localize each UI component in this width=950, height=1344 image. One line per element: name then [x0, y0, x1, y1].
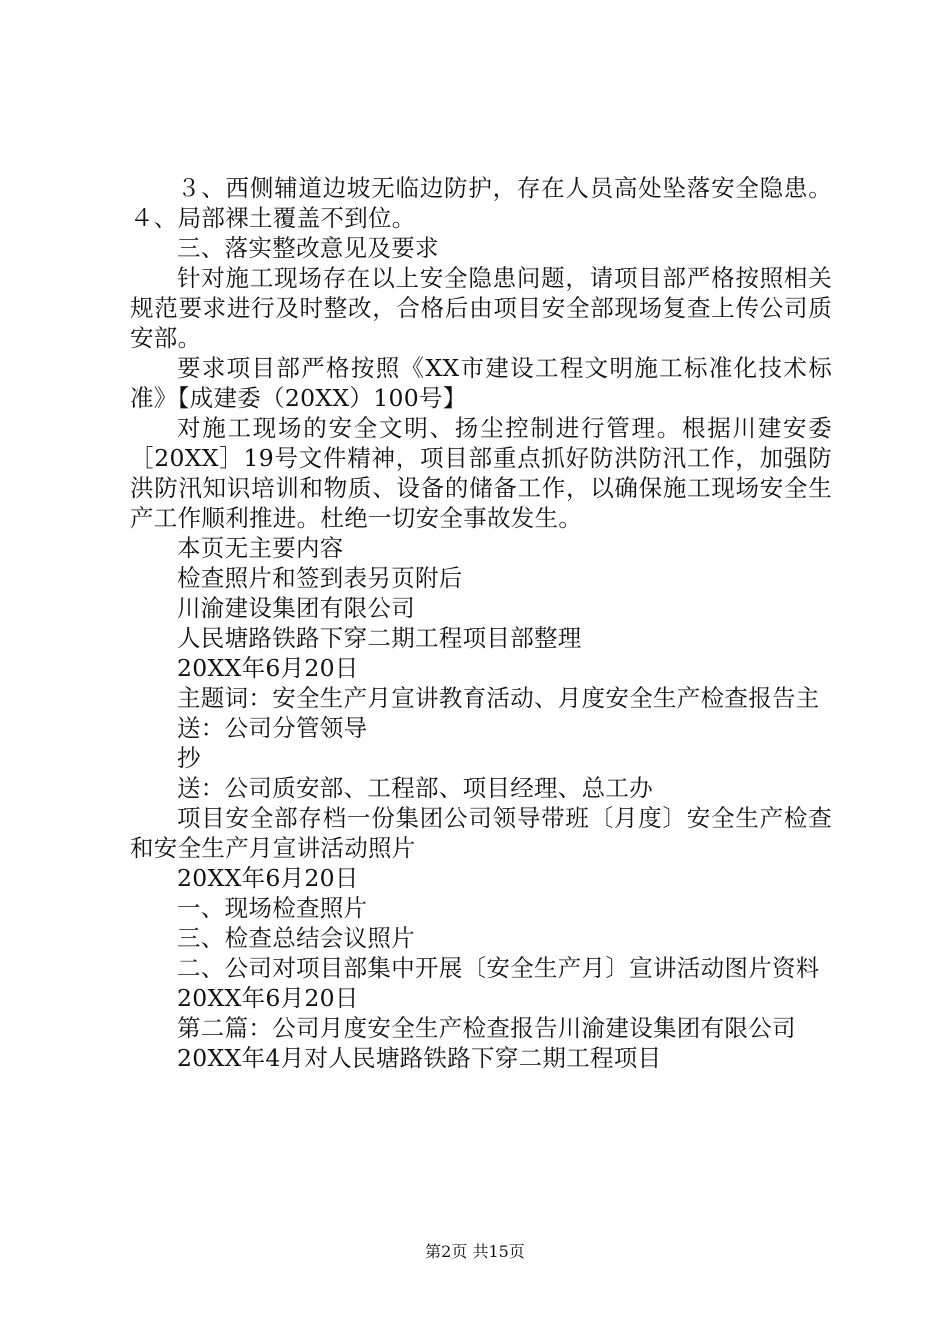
- paragraph-standard-requirement: 要求项目部严格按照《XX市建设工程文明施工标准化技术标准》【成建委（20XX）100号】: [130, 354, 832, 412]
- paragraph-april-project: 20XX年4月对人民塘路铁路下穿二期工程项目: [177, 1044, 662, 1072]
- paragraph-safety-management: 对施工现场的安全文明、扬尘控制进行管理。根据川建安委［20XX］19号文件精神，项目部重点抓好防洪防汛工作，加强防洪防汛知识培训和物质、设备的储备工作，以确保施工现场安全生产工作顺利推进。杜绝一切安全事故发生。: [130, 414, 832, 532]
- page-footer: [0, 1242, 950, 1262]
- paragraph-no-content: 本页无主要内容: [177, 534, 344, 562]
- paragraph-keywords: 主题词：安全生产月宣讲教育活动、月度安全生产检查报告主: [177, 684, 820, 712]
- heading-rectification: 三、落实整改意见及要求: [177, 234, 439, 262]
- document-body: [130, 173, 832, 1073]
- paragraph-hazard-3-4: ３、西侧辅道边坡无临边防护，存在人员高处坠落安全隐患。４、局部裸土覆盖不到位。: [130, 174, 832, 232]
- paragraph-cc: 抄: [177, 744, 201, 772]
- paragraph-date-1: 20XX年6月20日: [177, 654, 359, 682]
- page-number-label: 第2页 共15页: [425, 1242, 525, 1261]
- heading-campaign-photos: 二、公司对项目部集中开展〔安全生产月〕宣讲活动图片资料: [177, 954, 820, 982]
- paragraph-archive: 项目安全部存档一份集团公司领导带班〔月度〕安全生产检查和安全生产月宣讲活动照片: [130, 804, 832, 862]
- paragraph-photos-attached: 检查照片和签到表另页附后: [177, 564, 463, 592]
- heading-second-article: 第二篇：公司月度安全生产检查报告川渝建设集团有限公司: [177, 1014, 796, 1042]
- paragraph-rectification-request: 针对施工现场存在以上安全隐患问题，请项目部严格按照相关规范要求进行及时整改，合格后由项目安全部现场复查上传公司质安部。: [130, 264, 832, 352]
- paragraph-project-dept: 人民塘路铁路下穿二期工程项目部整理: [177, 624, 582, 652]
- paragraph-company-name: 川渝建设集团有限公司: [177, 594, 415, 622]
- paragraph-date-3: 20XX年6月20日: [177, 984, 359, 1012]
- paragraph-cc-recipients: 送：公司质安部、工程部、项目经理、总工办: [177, 774, 653, 802]
- paragraph-send-to: 送：公司分管领导: [177, 714, 368, 742]
- heading-site-photos: 一、现场检查照片: [177, 894, 368, 922]
- paragraph-date-2: 20XX年6月20日: [177, 864, 359, 892]
- heading-meeting-photos: 三、检查总结会议照片: [177, 924, 415, 952]
